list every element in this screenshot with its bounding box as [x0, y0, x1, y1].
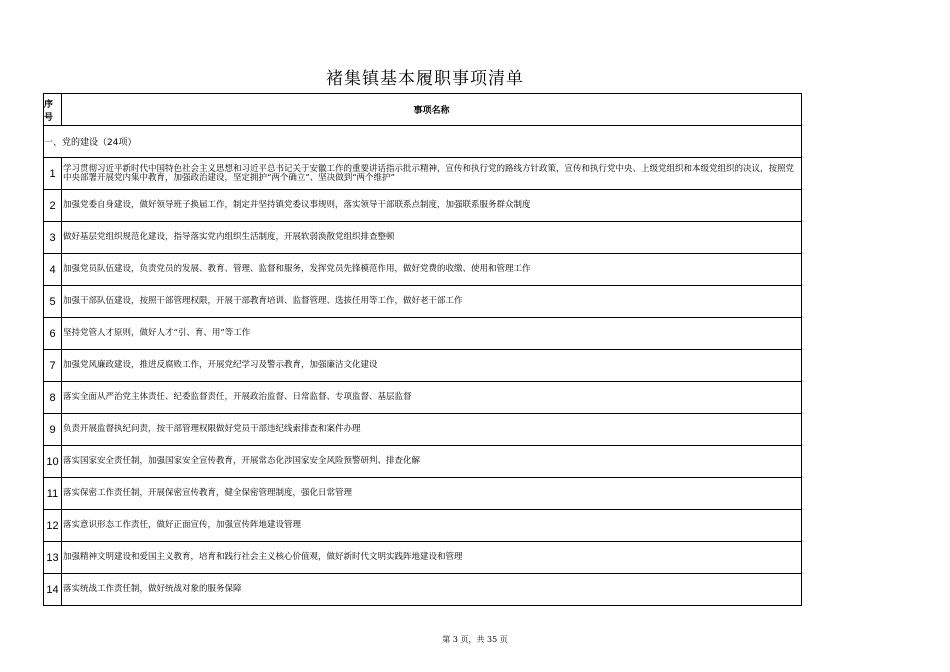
document-title: 褚集镇基本履职事项清单 [326, 69, 524, 89]
section-row [44, 126, 802, 158]
table-row [44, 254, 802, 286]
page-footer: 第 3 页，共 35 页 [442, 635, 508, 644]
row-text: 加强干部队伍建设，按照干部管理权限，开展干部教育培训、监督管理、选拔任用等工作，做好老干部工作 [62, 286, 802, 318]
row-text: 加强精神文明建设和爱国主义教育，培育和践行社会主义核心价值观，做好新时代文明实践阵地建设和管理 [62, 542, 802, 574]
row-text: 加强党委自身建设，做好领导班子换届工作，制定并坚持镇党委议事规则，落实领导干部联系点制度，加强联系服务群众制度 [62, 190, 802, 222]
row-text: 落实统战工作责任制，做好统战对象的服务保障 [62, 574, 802, 606]
table-row [44, 350, 802, 382]
table-row [44, 222, 802, 254]
row-number: 7 [44, 350, 62, 382]
row-number: 3 [44, 222, 62, 254]
row-number: 2 [44, 190, 62, 222]
table-row [44, 158, 802, 190]
table-row [44, 190, 802, 222]
row-number: 6 [44, 318, 62, 350]
row-text: 落实保密工作责任制，开展保密宣传教育，健全保密管理制度，强化日常管理 [62, 478, 802, 510]
row-text: 落实意识形态工作责任，做好正面宣传，加强宣传阵地建设管理 [62, 510, 802, 542]
row-text: 坚持党管人才原则，做好人才“引、育、用”等工作 [62, 318, 802, 350]
row-number: 9 [44, 414, 62, 446]
table-row [44, 318, 802, 350]
section-title: 一、党的建设（24项） [44, 126, 802, 158]
row-text: 落实国家安全责任制，加强国家安全宣传教育，开展常态化涉国家安全风险预警研判、排查化解 [62, 446, 802, 478]
table-row [44, 414, 802, 446]
table-row [44, 574, 802, 606]
table-header-row [44, 94, 802, 126]
header-item-name: 事项名称 [62, 94, 802, 126]
row-number: 4 [44, 254, 62, 286]
row-number: 12 [44, 510, 62, 542]
row-text: 学习贯彻习近平新时代中国特色社会主义思想和习近平总书记关于安徽工作的重要讲话指示批示精神，宣传和执行党的路线方针政策，宣传和执行党中央、上级党组织和本级党组织的决议，按照党中央部署开展党内集中教育，加强政治建设，坚定拥护“两个确立”、坚决做到“两个维护” [62, 158, 802, 190]
table-row [44, 286, 802, 318]
row-number: 13 [44, 542, 62, 574]
row-text: 负责开展监督执纪问责，按干部管理权限做好党员干部违纪线索排查和案件办理 [62, 414, 802, 446]
table-row [44, 382, 802, 414]
row-text: 加强党风廉政建设，推进反腐败工作，开展党纪学习及警示教育，加强廉洁文化建设 [62, 350, 802, 382]
row-number: 8 [44, 382, 62, 414]
row-text: 做好基层党组织规范化建设，指导落实党内组织生活制度，开展软弱涣散党组织排查整顿 [62, 222, 802, 254]
table-row [44, 542, 802, 574]
row-text: 加强党员队伍建设，负责党员的发展、教育、管理、监督和服务，发挥党员先锋模范作用，做好党费的收缴、使用和管理工作 [62, 254, 802, 286]
row-number: 1 [44, 158, 62, 190]
row-number: 14 [44, 574, 62, 606]
table-row [44, 478, 802, 510]
header-serial-number: 序号 [44, 94, 62, 126]
row-number: 11 [44, 478, 62, 510]
row-number: 5 [44, 286, 62, 318]
row-text: 落实全面从严治党主体责任、纪委监督责任，开展政治监督、日常监督、专项监督、基层监督 [62, 382, 802, 414]
duty-list-table [43, 93, 802, 606]
row-number: 10 [44, 446, 62, 478]
table-row [44, 446, 802, 478]
table-row [44, 510, 802, 542]
